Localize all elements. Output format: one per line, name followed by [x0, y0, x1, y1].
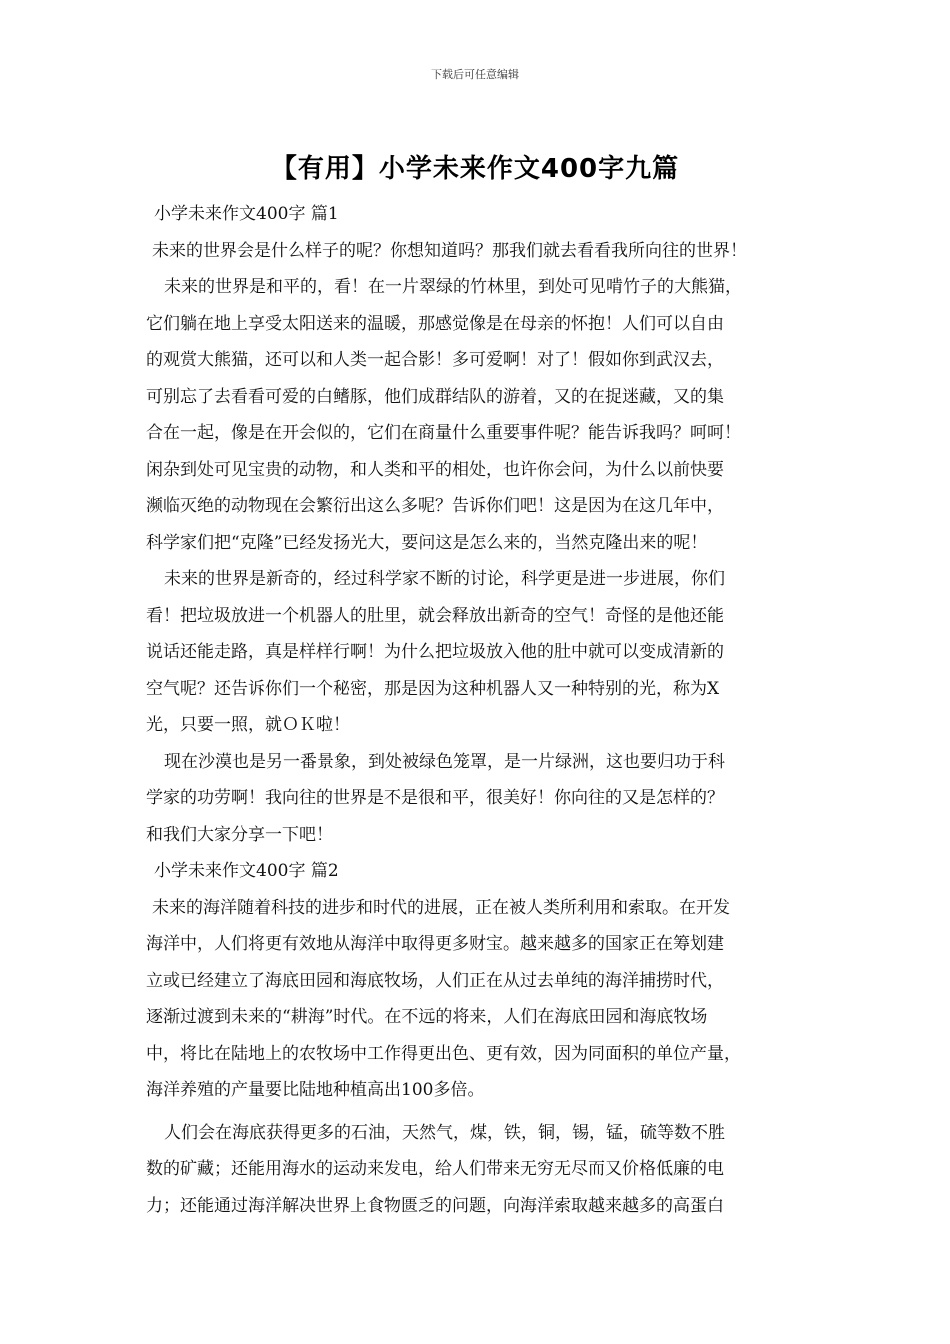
text-line: 逐渐过渡到未来的“耕海”时代。在不远的将来，人们在海底田园和海底牧场 [146, 1007, 708, 1027]
text-line: 立或已经建立了海底田园和海底牧场，人们正在从过去单纯的海洋捕捞时代， [146, 970, 724, 991]
text-line: 未来的世界是和平的，看！在一片翠绿的竹林里，到处可见啃竹子的大熊猫， [164, 277, 742, 297]
text-line: 和我们大家分享一下吧！ [146, 824, 333, 845]
document-body [146, 196, 818, 1224]
text-line: 看！把垃圾放进一个机器人的肚里，就会释放出新奇的空气！奇怪的是他还能 [146, 605, 724, 626]
text-line: 海洋中，人们将更有效地从海洋中取得更多财宝。越来越多的国家正在筹划建 [146, 934, 724, 954]
text-line: 科学家们把“克隆”已经发扬光大，要问这是怎么来的，当然克隆出来的呢！ [146, 532, 708, 553]
text-line: 可别忘了去看看可爱的白鳍豚，他们成群结队的游着，又的在捉迷藏，又的集 [146, 386, 724, 407]
text-line: 未来的世界是新奇的，经过科学家不断的讨论，科学更是进一步进展，你们 [164, 569, 725, 589]
section-heading: 小学未来作文400字 篇2 [154, 861, 339, 881]
document-title: 【有用】小学未来作文400字九篇 [270, 154, 680, 184]
text-line: 未来的海洋随着科技的进步和时代的进展，正在被人类所利用和索取。在开发 [152, 897, 730, 918]
text-line: 它们躺在地上享受太阳送来的温暖，那感觉像是在母亲的怀抱！人们可以自由 [146, 313, 724, 334]
text-line: 未来的世界会是什么样子的呢？你想知道吗？那我们就去看看我所向往的世界！ [152, 240, 747, 261]
section-heading: 小学未来作文400字 篇1 [154, 204, 339, 224]
text-line: 闲杂到处可见宝贵的动物，和人类和平的相处，也许你会问，为什么以前快要 [146, 459, 724, 480]
text-line: 空气呢？还告诉你们一个秘密，那是因为这种机器人又一种特别的光，称为X [146, 678, 720, 699]
text-line: 的观赏大熊猫，还可以和人类一起合影！多可爱啊！对了！假如你到武汉去， [146, 350, 724, 370]
text-line: 濒临灭绝的动物现在会繁衍出这么多呢？告诉你们吧！这是因为在这几年中， [146, 496, 724, 516]
text-line: 合在一起，像是在开会似的，它们在商量什么重要事件呢？能告诉我吗？呵呵！ [146, 423, 741, 443]
text-line: 海洋养殖的产量要比陆地种植高出100多倍。 [146, 1080, 485, 1100]
text-line: 人们会在海底获得更多的石油，天然气，煤，铁，铜，锡，锰，硫等数不胜 [164, 1122, 725, 1143]
text-line: 数的矿藏；还能用海水的运动来发电，给人们带来无穷无尽而又价格低廉的电 [146, 1159, 724, 1179]
text-line: 中，将比在陆地上的农牧场中工作得更出色、更有效，因为同面积的单位产量， [146, 1043, 741, 1064]
text-line: 力；还能通过海洋解决世界上食物匮乏的问题，向海洋索取越来越多的高蛋白 [146, 1195, 724, 1216]
page-header-note: 下载后可任意编辑 [431, 68, 519, 81]
text-line: 光，只要一照，就ＯＫ啦！ [146, 715, 350, 735]
text-line: 学家的功劳啊！我向往的世界是不是很和平，很美好！你向往的又是怎样的？ [146, 788, 724, 808]
text-line: 说话还能走路，真是样样行啊！为什么把垃圾放入他的肚中就可以变成清新的 [146, 642, 724, 662]
text-line: 现在沙漠也是另一番景象，到处被绿色笼罩，是一片绿洲，这也要归功于科 [164, 751, 725, 772]
